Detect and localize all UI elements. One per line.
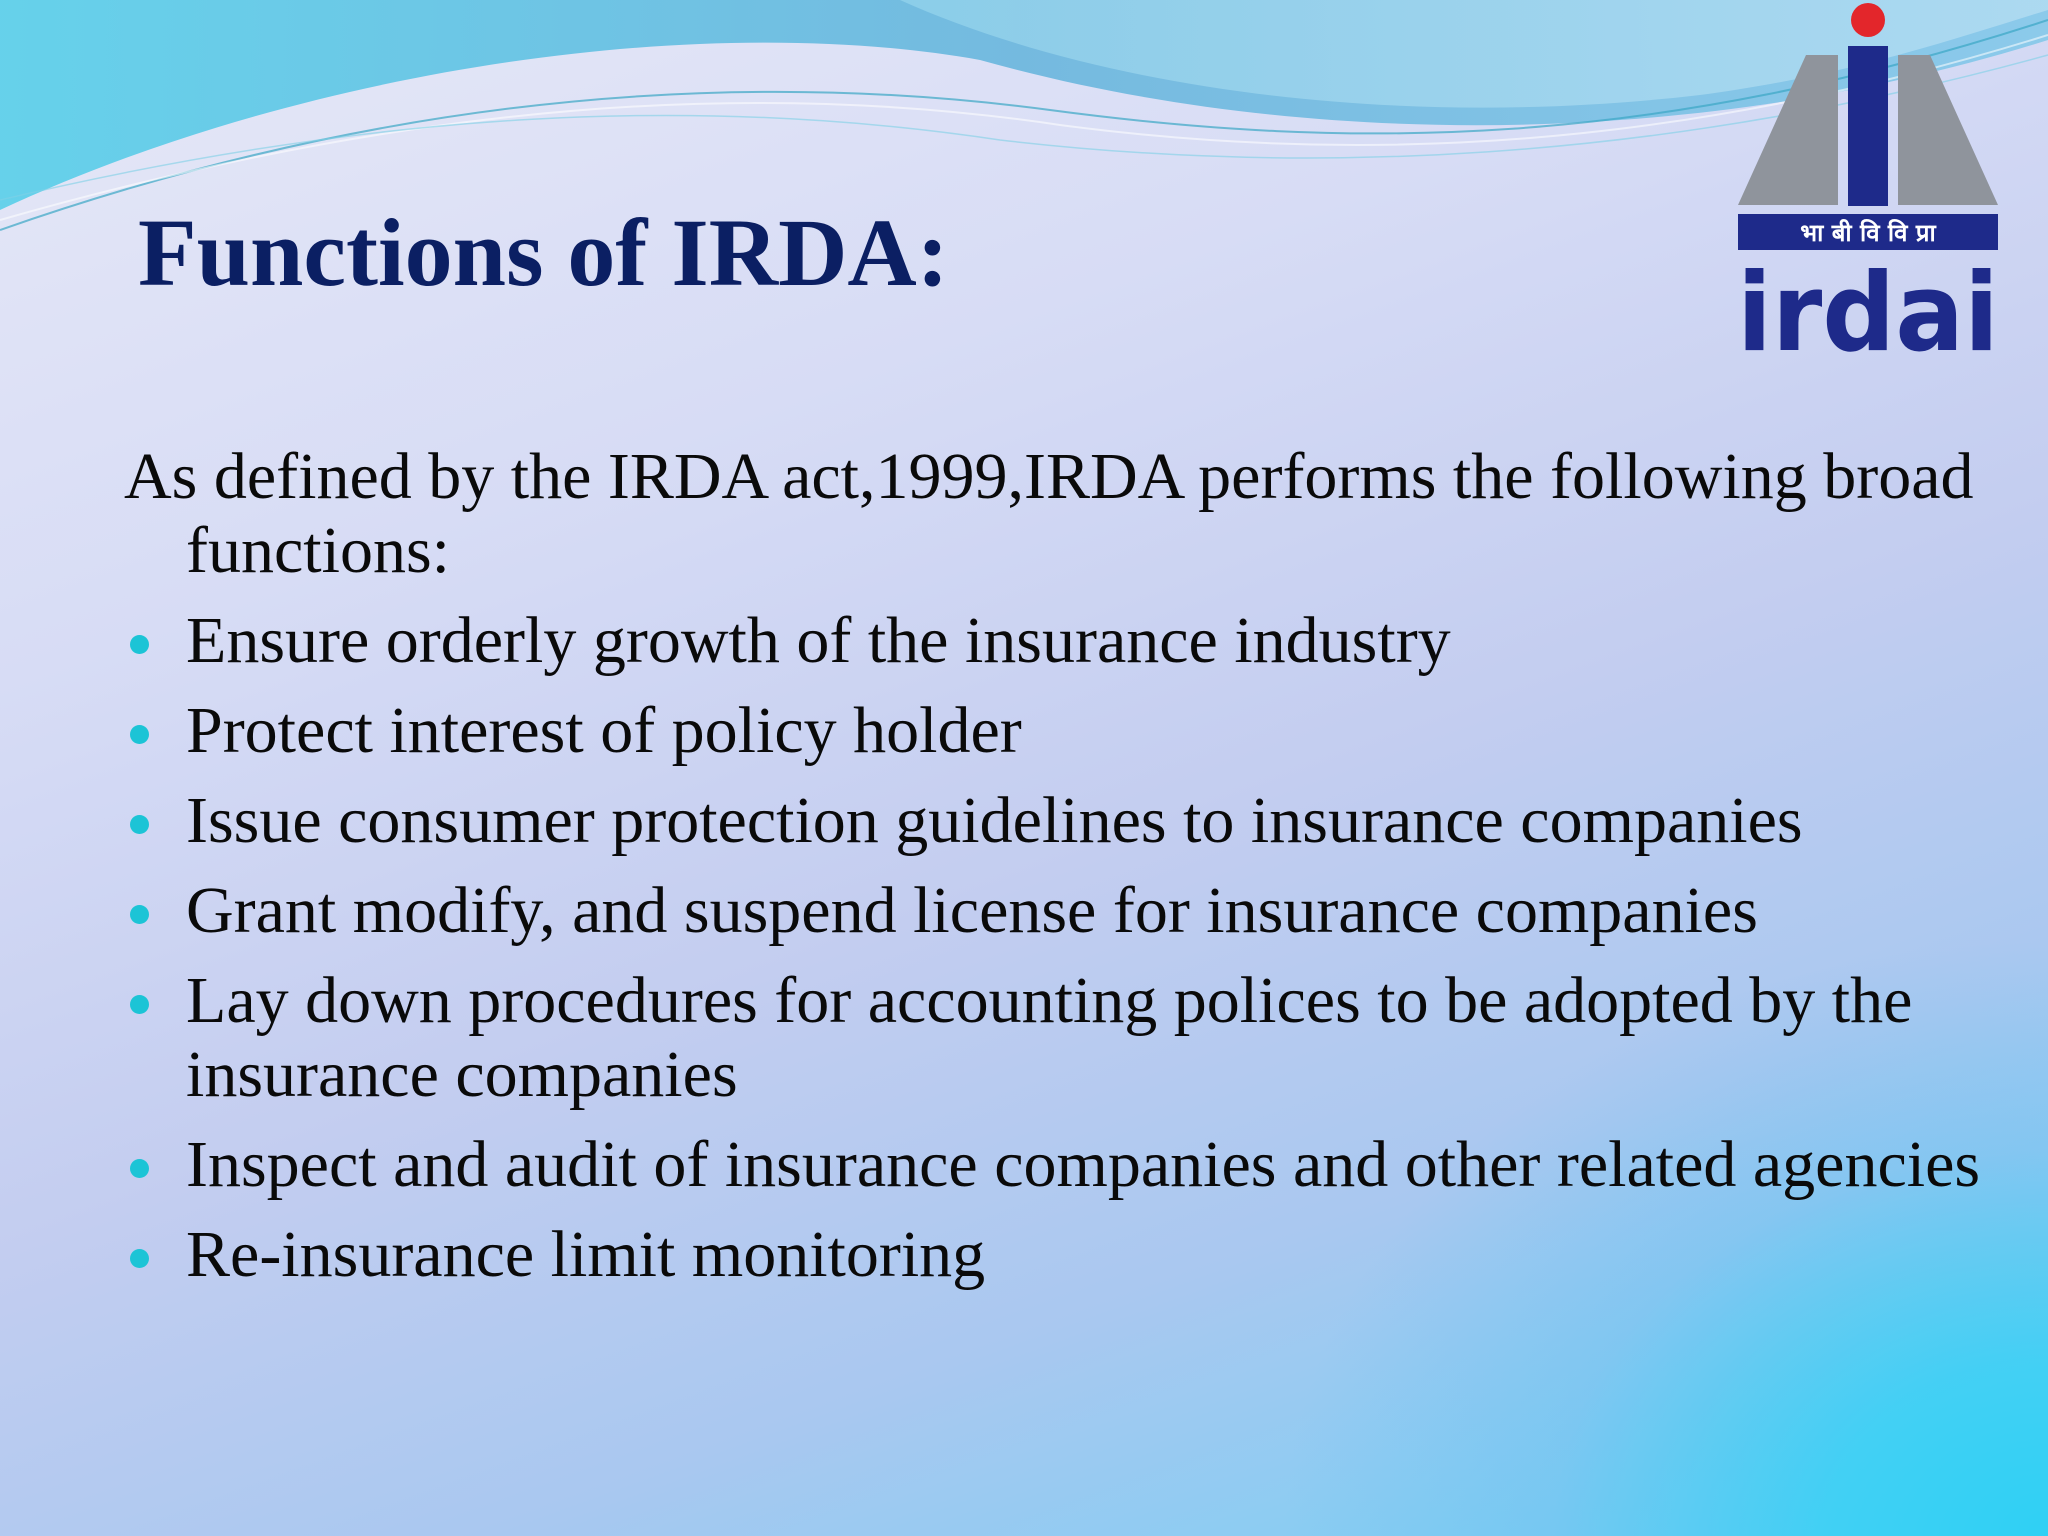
list-item-text: Issue consumer protection guidelines to insurance companies xyxy=(186,784,1803,857)
list-item xyxy=(124,1128,1984,1202)
list-item-text: Inspect and audit of insurance companies and other related agencies xyxy=(186,1128,1981,1201)
list-item xyxy=(124,604,1984,678)
functions-list xyxy=(124,604,1984,1292)
list-item-text: Lay down procedures for accounting polices to be adopted by the insurance companies xyxy=(186,964,1913,1111)
list-item xyxy=(124,784,1984,858)
round-bullet-icon xyxy=(130,905,149,924)
round-bullet-icon xyxy=(130,635,149,654)
list-item xyxy=(124,964,1984,1112)
list-item-text: Ensure orderly growth of the insurance industry xyxy=(186,604,1451,677)
slide-title: Functions of IRDA: xyxy=(138,199,949,306)
irdai-logo xyxy=(1728,0,2008,366)
list-item xyxy=(124,874,1984,948)
logo-wordmark: irdai xyxy=(1737,251,1999,366)
round-bullet-icon xyxy=(130,1249,149,1268)
list-item-text: Grant modify, and suspend license for insurance companies xyxy=(186,874,1758,947)
round-bullet-icon xyxy=(130,725,149,744)
round-bullet-icon xyxy=(130,1159,149,1178)
list-item-text: Protect interest of policy holder xyxy=(186,694,1022,767)
logo-hindi-text: भा बी वि वि प्रा xyxy=(1800,219,1936,247)
list-item xyxy=(124,694,1984,768)
list-item xyxy=(124,1218,1984,1292)
round-bullet-icon xyxy=(130,995,149,1014)
intro-paragraph: As defined by the IRDA act,1999,IRDA performs the following broad functions: xyxy=(124,440,1974,587)
list-item-text: Re-insurance limit monitoring xyxy=(186,1218,986,1291)
slide-body xyxy=(124,440,1984,1308)
round-bullet-icon xyxy=(130,815,149,834)
